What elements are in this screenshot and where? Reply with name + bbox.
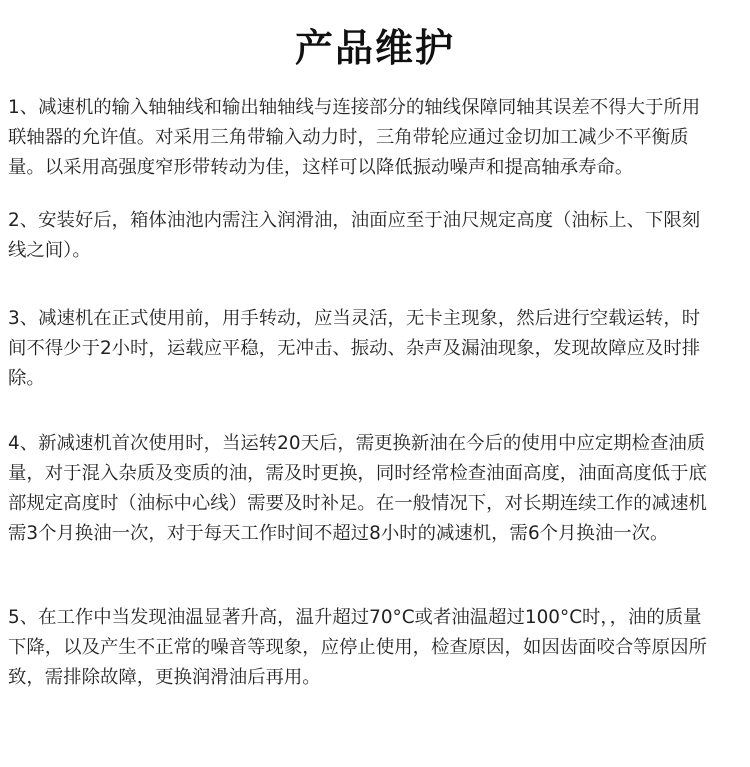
paragraph-line: 致，需排除故障，更换润滑油后再用。 [8,667,321,688]
paragraph-line: 除。 [8,368,45,389]
paragraph-line: 5、在工作中当发现油温显著升高，温升超过70°C或者油温超过100°C时，，油的质量 [8,607,702,628]
paragraph-line: 4、新减速机首次使用时，当运转20天后，需更换新油在今后的使用中应定期检查油质 [8,433,706,454]
paragraph-2 [8,206,746,266]
paragraph-3 [8,304,746,394]
paragraph-line: 3、减速机在正式使用前，用手转动，应当灵活，无卡主现象，然后进行空载运转，时 [8,308,701,329]
paragraph-line: 量，对于混入杂质及变质的油，需及时更换，同时经常检查油面高度，油面高度低于底 [8,463,707,484]
paragraph-4 [8,429,746,549]
paragraph-line: 量。以采用高强度窄形带转动为佳，这样可以降低振动噪声和提高轴承寿命。 [8,157,634,178]
page-title: 产品维护 [294,26,455,70]
paragraph-line: 需3个月换油一次，对于每天工作时间不超过8小时的减速机，需6个月换油一次。 [8,523,669,544]
paragraph-line: 线之间）。 [8,240,91,261]
paragraph-line: 2、安装好后，箱体油池内需注入润滑油，油面应至于油尺规定高度（油标上、下限刻 [8,210,701,231]
paragraph-1 [8,93,746,183]
paragraph-line: 联轴器的允许值。对采用三角带输入动力时，三角带轮应通过金切加工减少不平衡质 [8,127,689,148]
paragraph-line: 间不得少于2小时，运载应平稳，无冲击、振动、杂声及漏油现象，发现故障应及时排 [8,338,701,359]
paragraph-line: 部规定高度时（油标中心线）需要及时补足。在一般情况下，对长期连续工作的减速机 [8,493,707,514]
paragraph-5 [8,603,746,693]
paragraph-line: 下降，以及产生不正常的噪音等现象，应停止使用，检查原因，如因齿面咬合等原因所 [8,637,707,658]
paragraph-line: 1、减速机的输入轴轴线和输出轴轴线与连接部分的轴线保障同轴其误差不得大于所用 [8,97,701,118]
